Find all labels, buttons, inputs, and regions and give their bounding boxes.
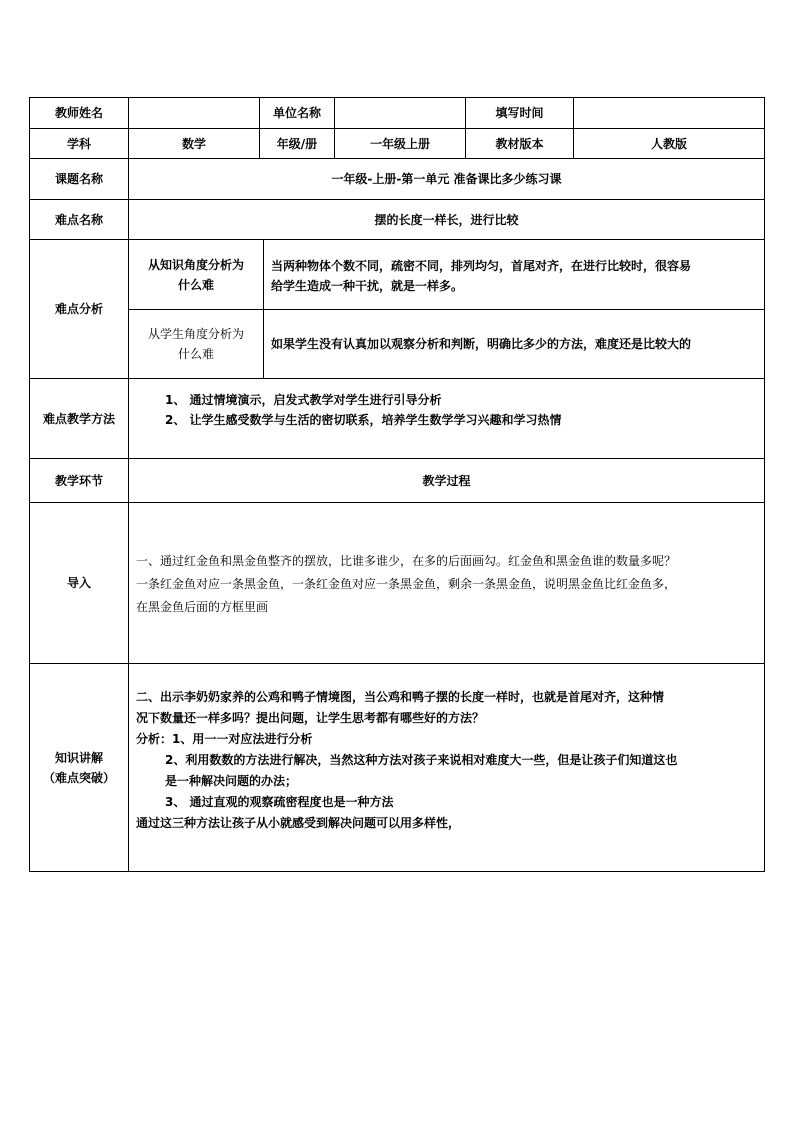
teacher-name-value[interactable] (128, 97, 260, 129)
student-angle-label-line1: 从学生角度分析为 (147, 327, 244, 341)
knowledge-line-4: 2、利用数数的方法进行解决，当然这种方法对孩子来说相对难度大一些，但是让孩子们知道这也 (165, 753, 678, 767)
knowledge-angle-text-line1: 当两种物体个数不同，疏密不同，排列均匀，首尾对齐，在进行比较时，很容易 (271, 259, 692, 273)
knowledge-line-5: 是一种解决问题的办法； (165, 774, 298, 788)
fill-time-value[interactable] (573, 97, 765, 129)
knowledge-explanation-content (128, 663, 765, 872)
grade-value: 一年级上册 (334, 128, 466, 159)
fill-time-label: 填写时间 (465, 97, 574, 129)
lesson-title-value: 一年级-上册-第一单元 准备课比多少练习课 (128, 158, 765, 200)
knowledge-explanation-label-line1: 知识讲解 (54, 750, 103, 765)
difficulty-name-value: 摆的长度一样长，进行比较 (128, 199, 765, 240)
teaching-method-item-2: 2、 让学生感受数学与生活的密切联系，培养学生数学学习兴趣和学习热情 (165, 413, 562, 427)
student-angle-label-line2: 什么难 (177, 347, 214, 361)
edition-value: 人教版 (573, 128, 765, 159)
student-angle-label (128, 309, 264, 379)
lesson-title-label: 课题名称 (29, 158, 129, 200)
difficulty-analysis-label: 难点分析 (29, 239, 129, 379)
edition-label: 教材版本 (465, 128, 574, 159)
knowledge-line-2: 况下数量还一样多吗？提出问题，让学生思考都有哪些好的方法？ (136, 711, 485, 725)
knowledge-line-6: 3、 通过直观的观察疏密程度也是一种方法 (165, 795, 394, 809)
intro-line-2: 一条红金鱼对应一条黑金鱼，一条红金鱼对应一条黑金鱼，剩余一条黑金鱼，说明黑金鱼比红金鱼多， (136, 577, 677, 591)
intro-line-1: 一、通过红金鱼和黑金鱼整齐的摆放，比谁多谁少，在多的后面画勾。红金鱼和黑金鱼谁的数量多呢？ (136, 554, 677, 568)
subject-label: 学科 (29, 128, 129, 159)
teacher-name-label: 教师姓名 (29, 97, 129, 129)
unit-name-label: 单位名称 (259, 97, 335, 129)
knowledge-line-7: 通过这三种方法让孩子从小就感受到解决问题可以用多样性， (136, 816, 461, 830)
student-angle-text-line: 如果学生没有认真加以观察分析和判断，明确比多少的方法，难度还是比较大的 (271, 337, 692, 351)
teaching-method-item-1: 1、 通过情境演示，启发式教学对学生进行引导分析 (165, 393, 442, 407)
teaching-method-label: 难点教学方法 (29, 378, 129, 459)
knowledge-line-3: 分析：1、用一一对应法进行分析 (136, 732, 313, 746)
knowledge-angle-label-line1: 从知识角度分析为 (147, 257, 244, 272)
knowledge-angle-label (128, 239, 264, 310)
teaching-method-content (128, 378, 765, 459)
knowledge-angle-text-line2: 给学生造成一种干扰，就是一样多。 (271, 279, 464, 293)
knowledge-explanation-label (29, 663, 129, 872)
student-angle-text (263, 309, 765, 379)
difficulty-name-label: 难点名称 (29, 199, 129, 240)
intro-content (128, 502, 765, 664)
knowledge-angle-text (263, 239, 765, 310)
unit-name-value[interactable] (334, 97, 466, 129)
knowledge-line-1: 二、出示李奶奶家养的公鸡和鸭子情境图，当公鸡和鸭子摆的长度一样时，也就是首尾对齐，这种情 (136, 690, 665, 704)
knowledge-explanation-label-line2: （难点突破） (42, 770, 115, 785)
subject-value: 数学 (128, 128, 260, 159)
teaching-stage-header: 教学环节 (29, 458, 129, 503)
grade-label: 年级/册 (259, 128, 335, 159)
knowledge-angle-label-line2: 什么难 (177, 277, 214, 292)
teaching-process-header: 教学过程 (128, 458, 765, 503)
intro-label: 导入 (29, 502, 129, 664)
intro-line-3: 在黑金鱼后面的方框里画 (136, 600, 269, 614)
